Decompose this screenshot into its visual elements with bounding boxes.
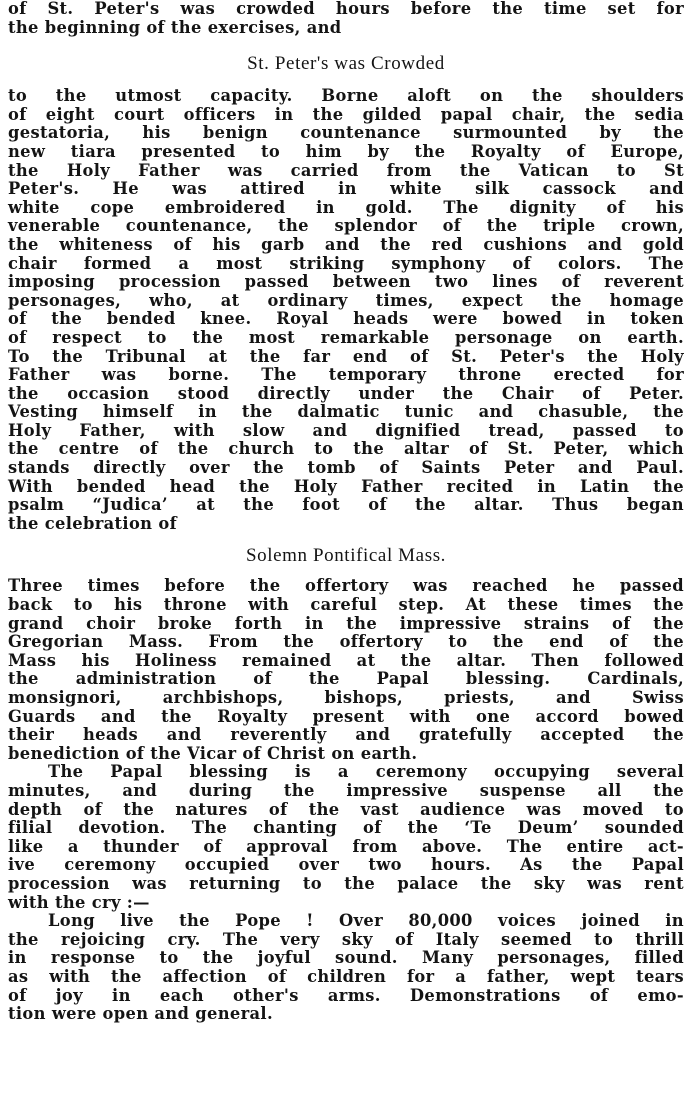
text-line: procession was returning to the palace the sky was rent xyxy=(8,873,684,893)
text-line: the administration of the Papal blessing. Cardinals, xyxy=(8,669,684,689)
text-line: to the utmost capacity. Borne aloft on the shoulders xyxy=(8,86,684,106)
text-line: the beginning of the exercises, and xyxy=(8,17,342,37)
text-line: of respect to the most remarkable personage on earth. xyxy=(8,327,684,347)
text-line: the Holy Father was carried from the Vatican to St xyxy=(8,160,684,180)
text-line: new tiara presented to him by the Royalty of Europe, xyxy=(8,141,684,161)
text-line: with the cry :— xyxy=(8,892,150,912)
text-line: filial devotion. The chanting of the ‘Te Deum’ sounded xyxy=(8,818,684,838)
text-line: Three times before the offertory was reached he passed xyxy=(8,576,684,596)
text-line: gestatoria, his benign countenance surmounted by the xyxy=(8,123,684,143)
text-line: the celebration of xyxy=(8,513,177,533)
text-line: their heads and reverently and gratefully accepted the xyxy=(8,725,684,745)
text-line: psalm “Judica’ at the foot of the altar. Thus began xyxy=(8,495,684,515)
text-line: monsignori, archbishops, bishops, priests, and Swiss xyxy=(8,688,684,707)
text-line: Vesting himself in the dalmatic tunic and chasuble, the xyxy=(8,402,684,422)
body-paragraph xyxy=(8,577,684,763)
text-line: Holy Father, with slow and dignified tread, passed to xyxy=(8,420,684,440)
text-line: in response to the joyful sound. Many personages, filled xyxy=(8,948,684,968)
text-line: depth of the natures of the vast audience was moved to xyxy=(8,799,684,819)
text-line: With bended head the Holy Father recited in Latin the xyxy=(8,476,684,496)
body-paragraph xyxy=(8,763,684,912)
section-heading: St. Peter's was Crowded xyxy=(247,53,445,75)
text-line: To the Tribunal at the far end of St. Peter's the Holy xyxy=(8,346,684,366)
body-paragraph xyxy=(8,87,684,533)
text-line: back to his throne with careful step. At these times the xyxy=(8,595,684,615)
text-line: stands directly over the tomb of Saints Peter and Paul. xyxy=(8,458,684,478)
text-line: benediction of the Vicar of Christ on earth. xyxy=(8,743,418,763)
intro-paragraph xyxy=(8,0,684,37)
text-line: the occasion stood directly under the Chair of Peter. xyxy=(8,383,684,403)
text-line: Gregorian Mass. From the offertory to the end of the xyxy=(8,632,684,652)
body-paragraph xyxy=(8,912,684,1024)
section-heading: Solemn Pontifical Mass. xyxy=(245,545,447,567)
text-line: like a thunder of approval from above. The entire act- xyxy=(8,836,684,856)
text-line: Long live the Pope ! Over 80,000 voices joined in xyxy=(48,911,684,931)
text-line: of the bended knee. Royal heads were bowed in token xyxy=(8,309,684,329)
text-line: minutes, and during the impressive suspense all the xyxy=(8,780,684,800)
text-line: The Papal blessing is a ceremony occupying several xyxy=(48,762,684,782)
text-line: of St. Peter's was crowded hours before the time set for xyxy=(8,0,684,18)
text-line: Mass his Holiness remained at the altar. Then followed xyxy=(8,650,684,670)
text-line: personages, who, at ordinary times, expect the homage xyxy=(8,290,684,310)
text-line: grand choir broke forth in the impressive strains of the xyxy=(8,613,684,633)
text-line: the rejoicing cry. The very sky of Italy seemed to thrill xyxy=(8,929,684,949)
text-line: the whiteness of his garb and the red cushions and gold xyxy=(8,234,684,254)
text-line: Guards and the Royalty present with one accord bowed xyxy=(8,706,684,726)
text-line: imposing procession passed between two lines of reverent xyxy=(8,272,684,292)
text-line: tion were open and general. xyxy=(8,1004,273,1024)
text-line: of joy in each other's arms. Demonstrations of emo- xyxy=(8,985,684,1005)
text-line: venerable countenance, the splendor of the triple crown, xyxy=(8,216,684,236)
text-line: ive ceremony occupied over two hours. As the Papal xyxy=(8,855,684,875)
text-line: of eight court officers in the gilded papal chair, the sedia xyxy=(8,104,684,124)
text-line: Peter's. He was attired in white silk cassock and xyxy=(8,179,684,199)
text-line: white cope embroidered in gold. The dignity of his xyxy=(8,197,684,217)
text-line: as with the affection of children for a father, wept tears xyxy=(8,966,684,986)
text-line: the centre of the church to the altar of St. Peter, which xyxy=(8,439,684,459)
text-line: Father was borne. The temporary throne erected for xyxy=(8,365,684,385)
text-line: chair formed a most striking symphony of colors. The xyxy=(8,253,684,273)
